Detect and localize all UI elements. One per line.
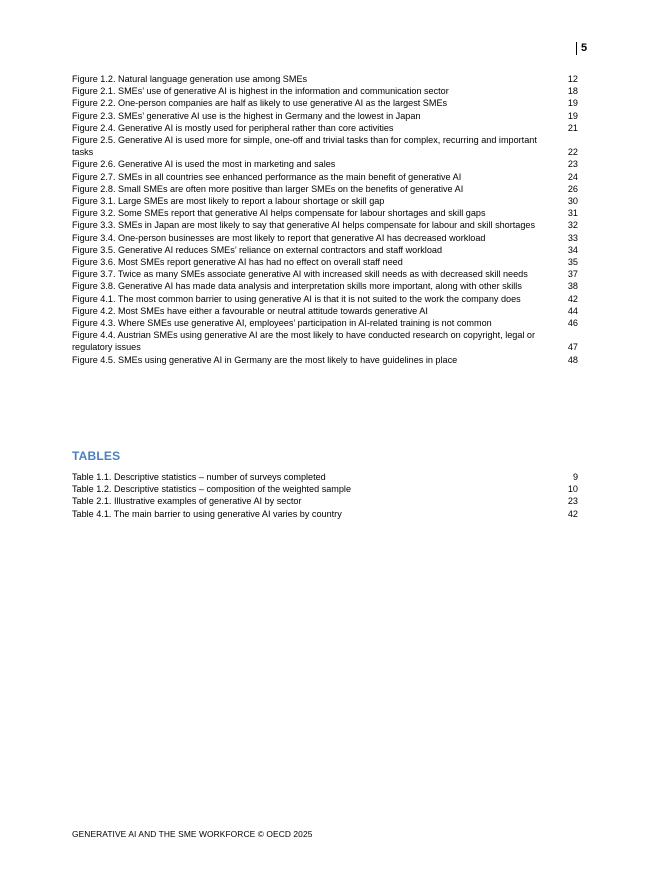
toc-entry-title: Figure 4.1. The most common barrier to using generative AI is that it is not suited to the work the company does [72,293,521,304]
toc-entry-page: 23 [567,496,578,507]
toc-entry[interactable] [72,232,578,244]
toc-entry-page: 9 [572,472,578,482]
toc-entry-title: Figure 3.3. SMEs in Japan are most likely to say that generative AI helps compensate for labour and skill shortages [72,220,536,231]
toc-entry-title: Figure 2.7. SMEs in all countries see enhanced performance as the main benefit of generative AI [72,171,462,182]
toc-entry-title: Figure 3.8. Generative AI has made data analysis and interpretation skills more important, along with other skills [72,281,522,292]
page-number: 5 [581,42,588,54]
toc-entry-title: Figure 2.6. Generative AI is used the most in marketing and sales [72,159,336,170]
page-footer: GENERATIVE AI AND THE SME WORKFORCE © OECD 2025 [72,829,313,839]
toc-entry-page: 31 [567,208,578,219]
toc-entry-page: 48 [567,354,578,365]
toc-entry-page: 18 [567,86,578,97]
toc-entry-page: 22 [567,147,578,158]
toc-entry[interactable] [72,495,578,507]
toc-entry-title: Figure 4.4. Austrian SMEs using generative AI are the most likely to have conducted research on copyright, legal or regulatory issues [72,330,536,353]
page-number-block [576,42,587,55]
toc-entry[interactable] [72,85,578,97]
toc-entry[interactable] [72,183,578,195]
toc-entry-page: 30 [567,196,578,207]
page-number-divider [576,42,577,55]
toc-entry[interactable] [72,293,578,305]
toc-entry-title: Figure 2.4. Generative AI is mostly used for peripheral rather than core activities [72,122,394,133]
toc-entry-page: 42 [567,293,578,304]
toc-entry[interactable] [72,508,578,520]
toc-entry[interactable] [72,97,578,109]
toc-entry-page: 21 [567,122,578,133]
toc-entry-page: 35 [567,257,578,268]
toc-entry-page: 26 [567,183,578,194]
toc-entry-page: 38 [567,281,578,292]
toc-entry-title: Figure 2.5. Generative AI is used more for simple, one-off and trivial tasks than for complex, recurring and important tasks [72,135,537,158]
toc-entry[interactable] [72,219,578,231]
toc-entry-title: Figure 4.5. SMEs using generative AI in Germany are the most likely to have guidelines in place [72,354,458,365]
toc-entry-title: Figure 2.3. SMEs’ generative AI use is the highest in Germany and the lowest in Japan [72,110,421,121]
toc-entry[interactable] [72,122,578,134]
toc-entry[interactable] [72,110,578,122]
toc-entry-page: 19 [567,98,578,109]
toc-entry-page: 23 [567,159,578,170]
toc-entry-title: Figure 3.1. Large SMEs are most likely to report a labour shortage or skill gap [72,196,385,207]
toc-entry[interactable] [72,244,578,256]
toc-entry[interactable] [72,354,578,366]
toc-entry-title: Figure 2.1. SMEs’ use of generative AI is highest in the information and communication sector [72,86,449,97]
toc-entry[interactable] [72,280,578,292]
toc-entry-page: 24 [567,171,578,182]
toc-entry-title: Figure 3.5. Generative AI reduces SMEs’ reliance on external contractors and staff workload [72,244,443,255]
toc-entry-title: Figure 4.3. Where SMEs use generative AI, employees’ participation in AI-related training is not common [72,318,492,329]
toc-entry[interactable] [72,317,578,329]
toc-entry-title: Figure 1.2. Natural language generation use among SMEs [72,74,308,84]
toc-entry-title: Figure 3.2. Some SMEs report that generative AI helps compensate for labour shortages and skill gaps [72,208,486,219]
toc-entry-page: 46 [567,318,578,329]
toc-entry-page: 32 [567,220,578,231]
toc-entry-page: 34 [567,244,578,255]
toc-entry[interactable] [72,207,578,219]
toc-entry-title: Table 1.2. Descriptive statistics – composition of the weighted sample [72,484,352,495]
toc-entry-page: 12 [567,74,578,84]
list-of-figures [72,73,578,366]
toc-entry[interactable] [72,483,578,495]
tables-heading: TABLES [72,449,121,463]
toc-entry[interactable] [72,73,578,85]
toc-entry-page: 47 [567,342,578,353]
toc-entry-title: Figure 4.2. Most SMEs have either a favourable or neutral attitude towards generative AI [72,305,428,316]
toc-entry[interactable] [72,305,578,317]
toc-entry-title: Figure 2.8. Small SMEs are often more positive than larger SMEs on the benefits of generative AI [72,183,464,194]
toc-entry[interactable] [72,171,578,183]
toc-entry-page: 44 [567,305,578,316]
toc-entry[interactable] [72,329,578,353]
list-of-tables [72,471,578,520]
toc-entry-title: Figure 3.7. Twice as many SMEs associate generative AI with increased skill needs as with decreased skill needs [72,269,528,280]
toc-entry-page: 42 [567,508,578,519]
toc-entry[interactable] [72,256,578,268]
toc-entry-title: Table 4.1. The main barrier to using generative AI varies by country [72,508,342,519]
toc-entry[interactable] [72,268,578,280]
toc-entry-title: Table 1.1. Descriptive statistics – number of surveys completed [72,472,326,482]
toc-entry-page: 33 [567,232,578,243]
toc-entry[interactable] [72,195,578,207]
toc-entry-title: Table 2.1. Illustrative examples of generative AI by sector [72,496,302,507]
toc-entry[interactable] [72,471,578,483]
toc-entry-title: Figure 2.2. One-person companies are half as likely to use generative AI as the largest SMEs [72,98,448,109]
toc-entry-page: 19 [567,110,578,121]
toc-entry-page: 37 [567,269,578,280]
toc-entry[interactable] [72,158,578,170]
toc-entry-page: 10 [567,484,578,495]
toc-entry-title: Figure 3.4. One-person businesses are most likely to report that generative AI has decreased workload [72,232,486,243]
toc-entry[interactable] [72,134,578,158]
toc-entry-title: Figure 3.6. Most SMEs report generative AI has had no effect on overall staff need [72,257,403,268]
